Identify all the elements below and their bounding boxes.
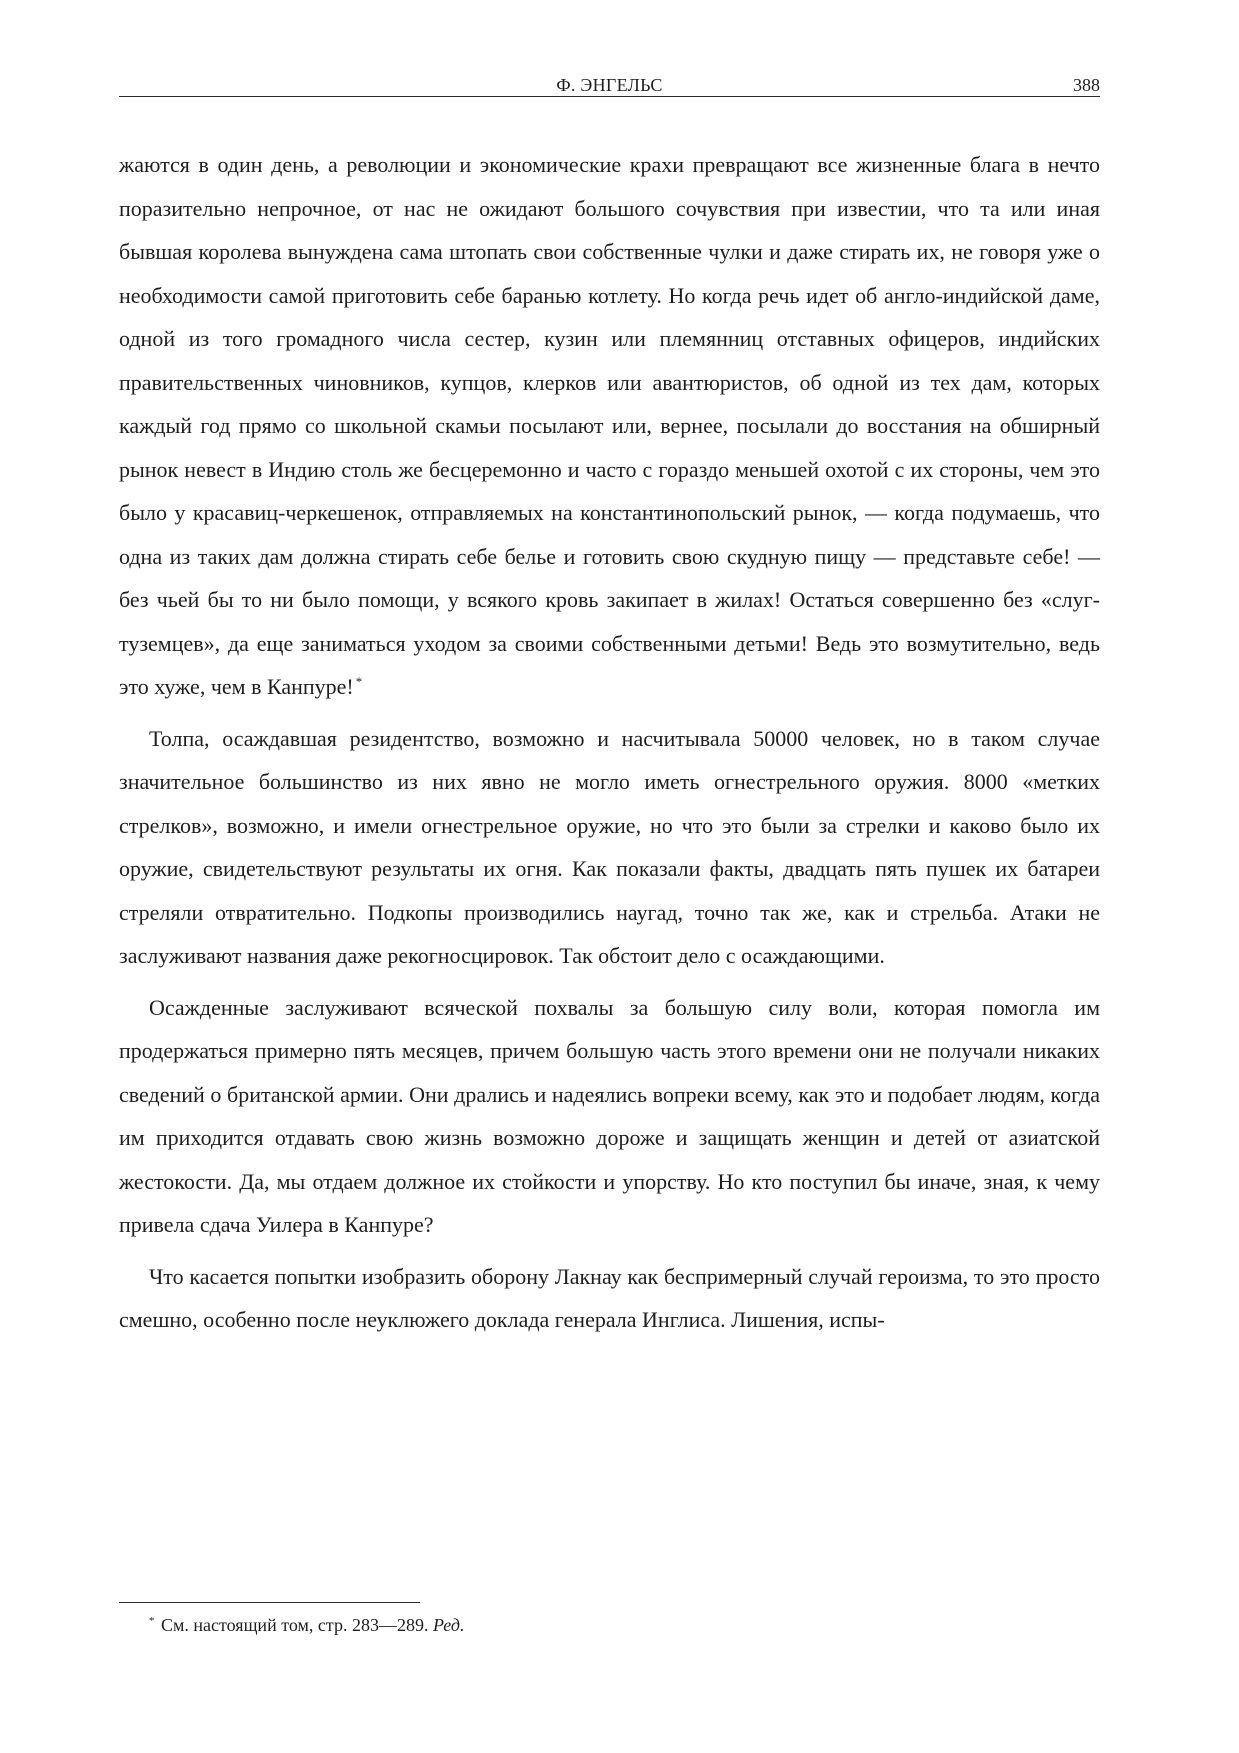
footnote-editor-note: Ред. [432,1615,465,1635]
running-header [119,74,1100,97]
footnote-mark: * [149,1615,155,1627]
footnote-divider [119,1602,420,1603]
footnote [149,1613,464,1637]
body-text [119,143,1100,1342]
paragraph-text: Осажденные заслуживают всяческой похвалы за большую силу воли, которая помогла им продержаться примерно пять месяцев, причем большую часть этого времени они не получали никаких сведений о британской армии. Они дрались и надеялись вопреки всему, как это и подобает людям, когда им приходится отдавать свою жизнь возможно дороже и защищать женщин и детей от азиатской жестокости. Да, мы отдаем должное их стойкости и упорству. Но кто поступил бы иначе, зная, к чему привела сдача Уилера в Канпуре? [119,994,1100,1237]
page-number: 388 [1073,75,1100,95]
paragraph [119,143,1100,709]
paragraph-text: жаются в один день, а революции и экономические крахи превращают все жизненные блага в нечто поразительно непрочное, от нас не ожидают большого сочувствия при известии, что та или иная бывшая королева вынуждена сама штопать свои собственные чулки и даже стирать их, не говоря уже о необходимости самой приготовить себе баранью котлету. Но когда речь идет об англо-индийской даме, одной из того громадного числа сестер, кузин или племянниц отставных офицеров, индийских правительственных чиновников, купцов, клерков или авантюристов, об одной из тех дам, которых каждый год прямо со школьной скамьи посылают или, вернее, посылали до восстания на обширный рынок невест в Индию столь же бесцеремонно и часто с гораздо меньшей охотой с их стороны, чем это было у красавиц-черкешенок, отправляемых на константинопольский рынок, — когда подумаешь, что одна из таких дам должна стирать себе белье и готовить свою скудную пищу — представьте себе! — без чьей бы то ни было помощи, у всякого кровь закипает в жилах! Остаться совершенно без «слуг-туземцев», да еще заниматься уходом за своими собственными детьми! Ведь это возмутительно, ведь это хуже, чем в Канпуре! [119,152,1100,699]
header-author: Ф. ЭНГЕЛЬС [556,75,663,95]
paragraph [119,717,1100,978]
footnote-reference: * [355,673,363,689]
footnote-text: См. настоящий том, стр. 283—289. [161,1615,429,1635]
paragraph [119,986,1100,1247]
paragraph-text: Толпа, осаждавшая резидентство, возможно и насчитывала 50000 человек, но в таком случае значительное большинство из них явно не могло иметь огнестрельного оружия. 8000 «метких стрелков», возможно, и имели огнестрельное оружие, но что это были за стрелки и каково было их оружие, свидетельствуют результаты их огня. Как показали факты, двадцать пять пушек их батареи стреляли отвратительно. Подкопы производились наугад, точно так же, как и стрельба. Атаки не заслуживают названия даже рекогносцировок. Так обстоит дело с осаждающими. [119,725,1100,968]
paragraph-text: Что касается попытки изобразить оборону Лакнау как беспримерный случай героизма, то это просто смешно, особенно после неуклюжего доклада генерала Инглиса. Лишения, испы- [119,1263,1100,1332]
paragraph [119,1255,1100,1342]
